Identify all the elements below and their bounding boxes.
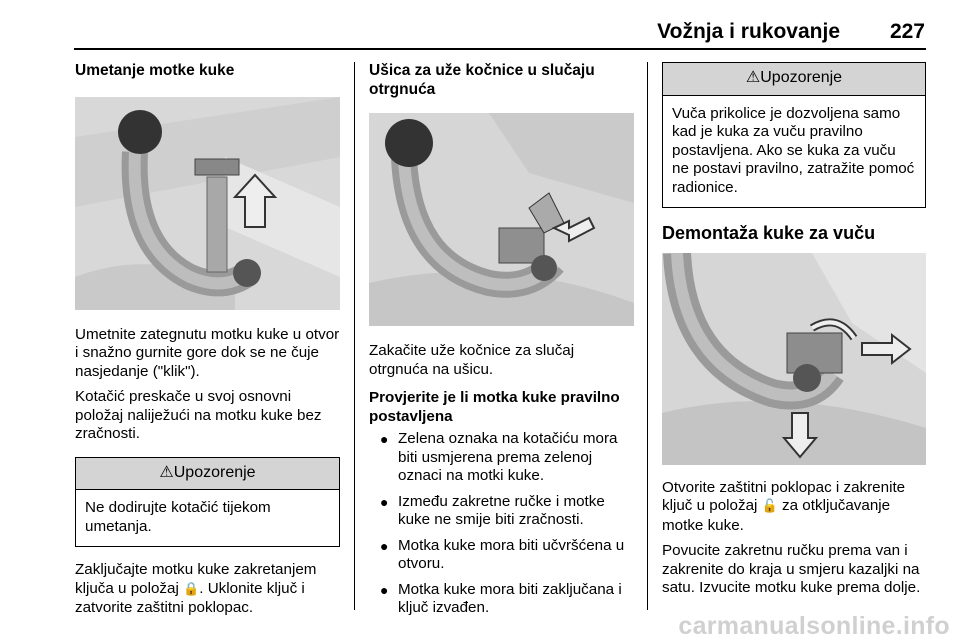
section-heading: Umetanje motke kuke [75, 62, 235, 79]
column-1 [75, 62, 340, 618]
warning-box [75, 457, 340, 548]
paragraph [75, 561, 340, 618]
section-heading: Demontaža kuke za vuču [662, 223, 876, 243]
paragraph-text: Otvorite zaštitni poklopac i zakrenite ključ u položaj [662, 478, 906, 514]
bullet-icon: ● [380, 537, 389, 554]
warning-header [76, 458, 339, 491]
bullet-icon: ● [380, 431, 389, 447]
bullet-icon: ● [380, 581, 389, 598]
list-item-text: Između zakretne ručke i motke kuke ne smije biti zračnosti. [398, 492, 605, 528]
list-item [369, 537, 634, 574]
paragraph: Zakačite uže kočnice za slučaj otrgnuća na ušicu. [369, 342, 575, 378]
column-2 [369, 62, 634, 625]
list-item [369, 430, 634, 486]
paragraph: Umetnite zategnutu motku kuke u otvor i snažno gurnite gore dok se ne čuje nasjedanje ("klik"). [75, 325, 340, 380]
warning-title: Upozorenje [173, 463, 256, 481]
illustration-insert-hook [75, 97, 340, 310]
list-item-text: Zelena oznaka na kotačiću mora biti usmjerena prema zelenoj oznaci na motki kuke. [398, 430, 618, 484]
warning-box [662, 62, 926, 208]
paragraph-text: Zaključajte motku kuke zakretanjem ključa u položaj [75, 561, 317, 597]
column-divider-1 [354, 62, 355, 610]
lock-icon: 🔒 [183, 581, 200, 597]
watermark: carmanualsonline.info [678, 612, 950, 640]
paragraph-text: za otključavanje motke kuke. [662, 497, 891, 534]
warning-header [663, 63, 925, 96]
paragraph-text: . Uklonite ključ i zatvorite zaštitni poklopac. [75, 579, 305, 616]
column-divider-2 [647, 62, 648, 610]
page-header-title: Vožnja i rukovanje [657, 20, 840, 43]
warning-text: Vuča prikolice je dozvoljena samo kad je kuka za vuču pravilno postavljena. Ako se kuka za vuču ne postavi pravilno, zatražite pomoć radionice. [672, 104, 915, 196]
column-3 [662, 62, 926, 598]
header-divider [74, 48, 926, 50]
page-number: 227 [889, 20, 925, 43]
warning-text: Ne dodirujte kotačić tijekom umetanja. [85, 499, 271, 535]
subheading: Provjerite je li motka kuke pravilno postavljena [369, 389, 620, 425]
warning-triangle-icon: ⚠ [159, 463, 174, 481]
list-item-text: Motka kuke mora biti zaključana i ključ izvađen. [398, 580, 622, 616]
paragraph: Povucite zakretnu ručku prema van i zakrenite do kraja u smjeru kazaljki na satu. Izvucite motku kuke prema dolje. [662, 542, 921, 596]
unlock-icon: 🔓 [761, 499, 778, 514]
bullet-icon: ● [380, 493, 389, 510]
warning-title: Upozorenje [760, 69, 843, 86]
section-heading: Ušica za uže kočnice u slučaju otrgnuća [369, 62, 595, 98]
paragraph [662, 479, 926, 536]
illustration-brake-cable-eye [369, 113, 634, 326]
paragraph: Kotačić preskače u svoj osnovni položaj naliježući na motku kuke bez zračnosti. [75, 388, 322, 442]
list-item [369, 493, 634, 530]
checklist [369, 430, 634, 618]
list-item-text: Motka kuke mora biti učvršćena u otvoru. [398, 536, 625, 572]
warning-triangle-icon: ⚠ [745, 69, 761, 86]
illustration-remove-hook [662, 253, 926, 465]
